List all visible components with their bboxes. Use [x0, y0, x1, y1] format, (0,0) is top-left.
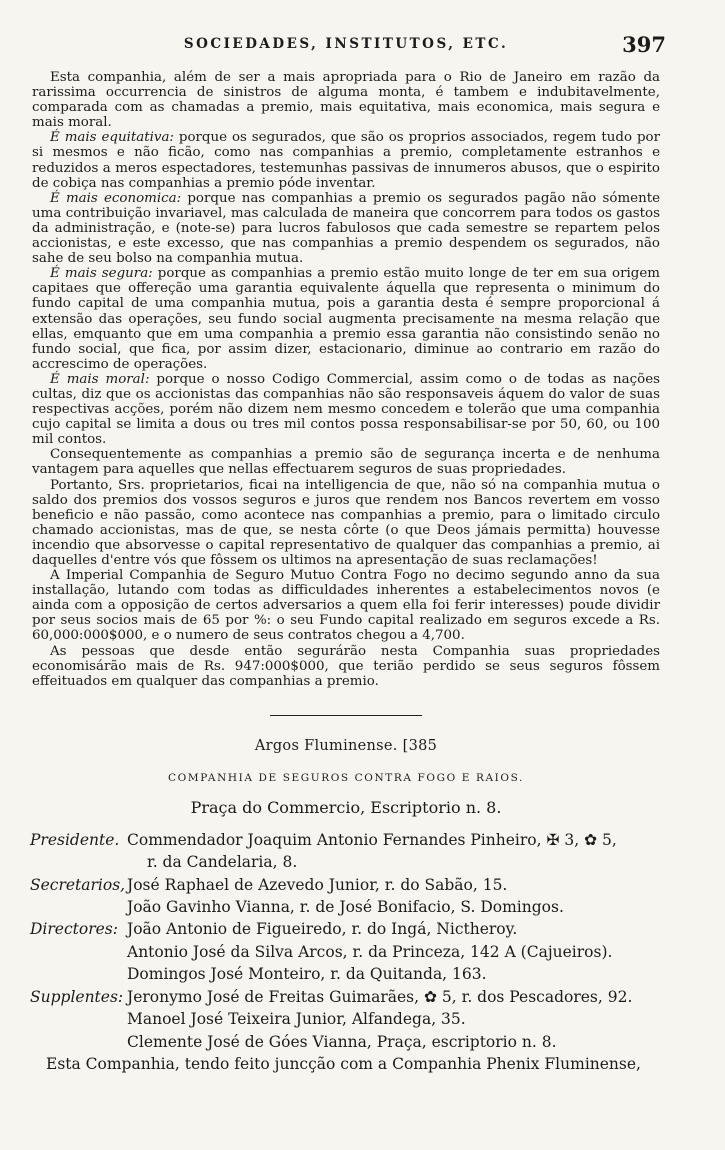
paragraph-lead: É mais moral: [50, 371, 150, 387]
role-label: Supplentes: [30, 987, 124, 1006]
running-title: SOCIEDADES, INSTITUTOS, ETC. [183, 36, 509, 52]
directory-group [30, 874, 670, 919]
paragraph [32, 191, 660, 266]
role-label: Directores: [30, 920, 118, 939]
paragraph [32, 372, 660, 447]
page-header [32, 30, 666, 60]
directory-group [30, 829, 670, 874]
role-label: Presidente. [30, 830, 120, 849]
person-entry: Manoel José Teixeira Junior, Alfandega, 35. [127, 1010, 466, 1029]
person-entry: José Raphael de Azevedo Junior, r. do Sabão, 15. [127, 875, 508, 894]
paragraph-text: porque nas companhias a premio os segurados pagão não sómente uma contribuição invariavel, mas calculada de maneira que concorrem para todos os gastos da administração, e (note-se) para lucros fabulosos que cada semestre se repartem pelos accionistas, e este excesso, que nas companhias a premio despendem os segurados, não sahe de seu bolso na companhia mutua. [32, 190, 660, 267]
officers-directory [30, 829, 670, 1053]
office-address: Praça do Commercio, Escriptorio n. 8. [190, 797, 502, 817]
directory-group [30, 918, 670, 985]
people-list [127, 829, 670, 874]
paragraph-text: porque as companhias a premio estão muito longe de ter em sua origem capitaes que offereção uma garantia equivalente áquella que representa o minimum do fundo capital de uma companhia mutua, pois a garantia desta é sempre proporcional á extensão das operações, seu fundo social augmenta precisamente na mesma relação que ellas, emquanto que em uma companhia a premio essa garantia não consistindo senão no fundo social, que fica, por assim dizer, estacionario, diminue ao contrario em razão do accrescimo de operações. [32, 266, 660, 372]
document-page [30, 30, 666, 1075]
person-entry: Antonio José da Silva Arcos, r. da Princeza, 142 A (Cajueiros). [127, 942, 613, 961]
paragraph-text: Portanto, Srs. proprietarios, ficai na intelligencia de que, não só na companhia mutua o saldo dos premios dos vossos seguros e juros que rendem nos Bancos revertem em vosso beneficio e não passão, como acontece nas companhias a premio, para o limitado circulo chamado accionistas, mas de que, se nesta côrte (o que Deos jámais permitta) houvesse incendio que absorvesse o capital representativo de qualquer das companhias a premio, ai daquelles d'entre vós que fôssem os ultimos na apresentação de suas reclamações! [32, 477, 660, 568]
paragraph-text: As pessoas que desde então segurárão nesta Companhia suas propriedades economisárão mais de Rs. 947:000$000, que terião perdido se seus seguros fôssem effeituados em qualquer das companhias a premio. [32, 643, 660, 689]
paragraph [32, 478, 660, 569]
person-entry: Domingos José Monteiro, r. da Quitanda, 163. [127, 965, 487, 984]
person-entry: Clemente José de Góes Vianna, Praça, escriptorio n. 8. [127, 1032, 557, 1051]
directory-group [30, 986, 670, 1053]
paragraph [32, 130, 660, 190]
paragraph [32, 568, 660, 643]
paragraph-lead: É mais economica: [50, 190, 182, 206]
paragraph [32, 266, 660, 372]
people-list [127, 986, 670, 1053]
person-entry: João Gavinho Vianna, r. de José Bonifacio, S. Domingos. [127, 898, 564, 917]
person-entry: João Antonio de Figueiredo, r. do Ingá, Nictheroy. [127, 920, 518, 939]
people-list [127, 918, 670, 985]
paragraph-text: A Imperial Companhia de Seguro Mutuo Contra Fogo no decimo segundo anno da sua installação, lutando com todas as difficuldades inherentes a estabelecimentos novos (e ainda com a opposição de certos adversarios a quem ella foi ferir interesses) poude dividir por seus socios mais de 65 por %: o seu Fundo capital realizado em seguros excede a Rs. 60,000:000$000, e o numero de seus contratos chegou a 4,700. [32, 568, 660, 644]
page-number: 397 [622, 32, 666, 57]
closing-line: Esta Companhia, tendo feito juncção com a Companhia Phenix Fluminense, [46, 1054, 641, 1073]
person-entry: Commendador Joaquim Antonio Fernandes Pinheiro, ✠ 3, ✿ 5, [127, 830, 617, 849]
paragraph [32, 447, 660, 477]
source-line: Argos Fluminense. [385 [254, 737, 438, 754]
body-text [32, 70, 660, 689]
section-divider [270, 715, 422, 716]
paragraph-text: Consequentemente as companhias a premio são de segurança incerta e de nenhuma vantagem para aquelles que nellas effectuarem seguros de suas propriedades. [32, 447, 660, 478]
role-label: Secretarios, [30, 875, 126, 894]
paragraph-lead: É mais equitativa: [50, 130, 174, 146]
company-name: COMPANHIA DE SEGUROS CONTRA FOGO E RAIOS. [168, 771, 524, 784]
people-list [127, 874, 670, 919]
paragraph [32, 644, 660, 689]
paragraph-text: porque o nosso Codigo Commercial, assim como o de todas as nações cultas, diz que os accionistas das companhias não são responsaveis áquem do valor de suas respectivas acções, porém não dizem nem mesmo concedem e tolerão que uma companhia cujo capital se limita a dous ou tres mil contos possa responsabilisar-se por 50, 60, ou 100 mil contos. [32, 371, 660, 448]
paragraph-lead: É mais segura: [50, 266, 153, 282]
paragraph-text: porque os segurados, que são os proprios associados, regem tudo por si mesmos e não ficão, como nas companhias a premio, completamente estranhos e reduzidos a meros espectadores, testemunhas passivas de innumeros abusos, que o espirito de cobiça nas companhias a premio póde inventar. [32, 130, 660, 191]
person-entry: Jeronymo José de Freitas Guimarães, ✿ 5, r. dos Pescadores, 92. [127, 987, 633, 1006]
paragraph-text: Esta companhia, além de ser a mais apropriada para o Rio de Janeiro em razão da rarissima occurrencia de sinistros de alguma monta, é tambem e indubitavelmente, comparada com as chamadas a premio, mais equitativa, mais economica, mais segura e mais moral. [32, 70, 660, 131]
paragraph [32, 70, 660, 130]
person-entry: r. da Candelaria, 8. [147, 853, 298, 872]
